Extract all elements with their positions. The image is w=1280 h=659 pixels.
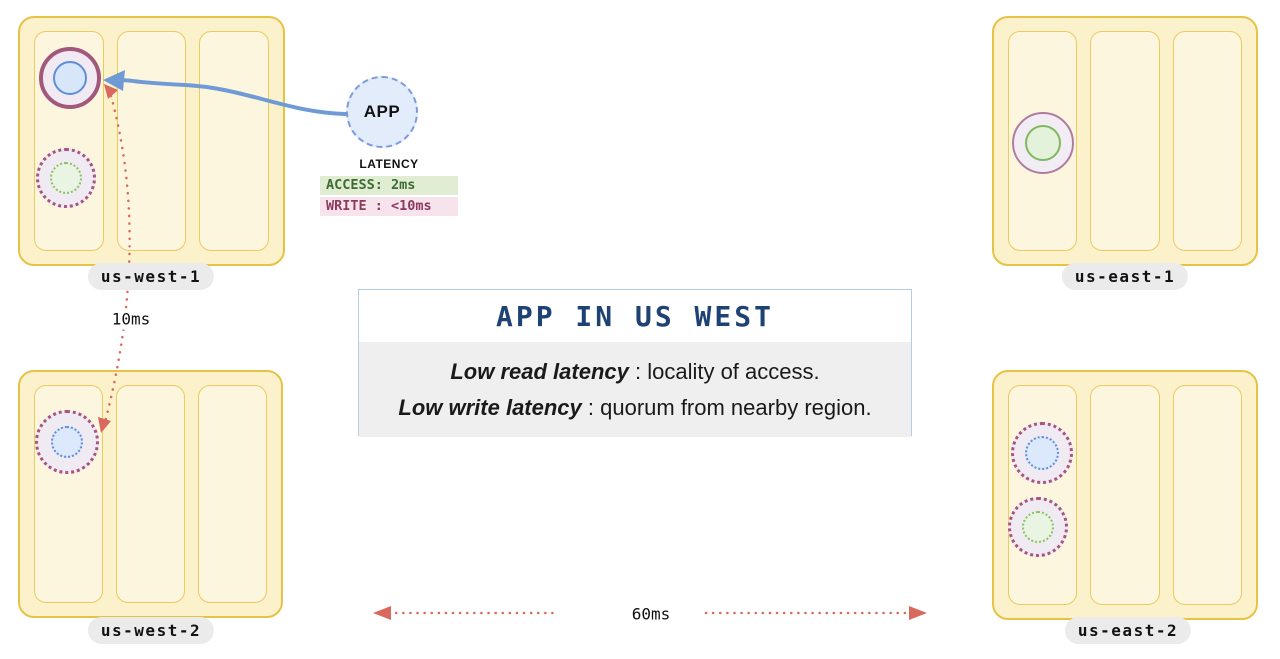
cross-country-arrowhead-right [909,606,927,620]
blue-range-core [51,426,83,458]
node-slot [199,31,269,251]
info-line-read-rest: : locality of access. [628,358,820,384]
node-slot [1173,31,1242,251]
app-node-label: APP [363,102,401,121]
info-line-write-lead: Low write latency [398,394,582,420]
info-box [358,289,912,436]
region-us-west-2 [18,370,283,618]
node-slot [1173,385,1242,605]
node-slot [117,31,187,251]
node-slot [116,385,185,603]
cross-country-arrowhead-left [373,606,391,620]
node-slot [1090,385,1159,605]
region-label-us-west-2: us-west-2 [88,617,214,644]
cross-country-latency-label: 60ms [627,604,676,625]
pending-replica-us-east-2-top [1011,422,1073,484]
node-slot [1008,385,1077,605]
green-range-core [1022,511,1054,543]
info-box-title: APP IN US WEST [495,299,774,333]
region-label-us-west-1: us-west-1 [88,263,214,290]
pending-replica-us-west-1 [36,148,96,208]
pending-replica-us-west-2 [35,410,99,474]
pending-replica-us-east-2-bottom [1008,497,1068,557]
latency-access-row: ACCESS: 2ms [320,176,458,195]
node-slot [1090,31,1159,251]
info-box-body [359,342,911,437]
blue-range-core [1025,436,1059,470]
blue-range-core [53,61,87,95]
latency-write-row: WRITE : <10ms [320,197,458,216]
app-node [346,76,418,148]
region-label-us-east-1: us-east-1 [1062,263,1188,290]
info-line-read-lead: Low read latency [450,358,629,384]
info-line-write [359,390,911,426]
info-line-write-rest: : quorum from nearby region. [581,394,872,420]
leader-replica-us-west-1 [39,47,101,109]
node-slot [198,385,267,603]
region-us-east-2 [992,370,1258,620]
green-range-core [50,162,82,194]
west-quorum-latency-label: 10ms [107,309,156,330]
replica-us-east-1 [1012,112,1074,174]
latency-panel-title: LATENCY [359,157,419,171]
green-range-core [1025,125,1061,161]
info-line-read [359,354,911,390]
region-label-us-east-2: us-east-2 [1065,617,1191,644]
